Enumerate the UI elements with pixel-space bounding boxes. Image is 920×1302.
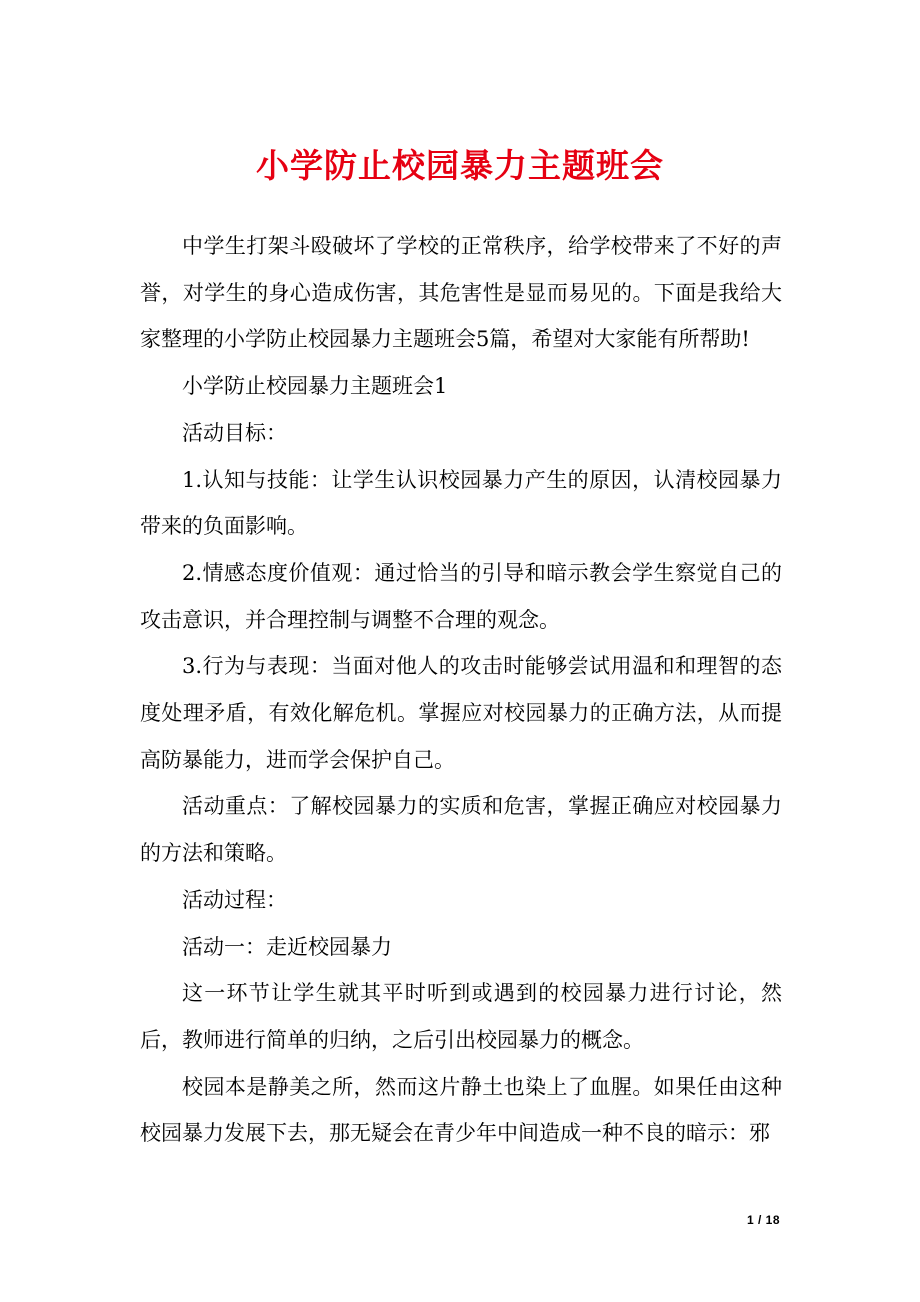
paragraph-process-label: 活动过程： bbox=[182, 887, 287, 912]
paragraph-objectives-label: 活动目标： bbox=[182, 420, 287, 445]
paragraph-objective-3: 3.行为与表现：当面对他人的攻击时能够尝试用温和和理智的态度处理矛盾，有效化解危机。掌握应对校园暴力的正确方法，从而提高防暴能力，进而学会保护自己。 bbox=[140, 654, 782, 772]
page-number: 1 / 18 bbox=[746, 1213, 780, 1227]
paragraph-key-points: 活动重点：了解校园暴力的实质和危害，掌握正确应对校园暴力的方法和策略。 bbox=[140, 794, 782, 866]
paragraph-objective-1: 1.认知与技能：让学生认识校园暴力产生的原因，认清校园暴力带来的负面影响。 bbox=[140, 467, 782, 539]
paragraph-objective-2: 2.情感态度价值观：通过恰当的引导和暗示教会学生察觉自己的攻击意识，并合理控制与调整不合理的观念。 bbox=[140, 560, 782, 632]
paragraph-campus: 校园本是静美之所，然而这片静土也染上了血腥。如果任由这种校园暴力发展下去，那无疑会在青少年中间造成一种不良的暗示：邪 bbox=[140, 1074, 782, 1146]
paragraph-discussion: 这一环节让学生就其平时听到或遇到的校园暴力进行讨论，然后，教师进行简单的归纳，之后引出校园暴力的概念。 bbox=[140, 981, 782, 1052]
document-title: 小学防止校园暴力主题班会 bbox=[256, 146, 664, 185]
paragraph-intro: 中学生打架斗殴破坏了学校的正常秩序，给学校带来了不好的声誉，对学生的身心造成伤害，其危害性是显而易见的。下面是我给大家整理的小学防止校园暴力主题班会5篇，希望对大家能有所帮助! bbox=[140, 234, 782, 352]
paragraph-activity-1: 活动一：走近校园暴力 bbox=[182, 934, 392, 959]
section-heading: 小学防止校园暴力主题班会1 bbox=[182, 374, 448, 399]
document-body bbox=[140, 223, 782, 1157]
